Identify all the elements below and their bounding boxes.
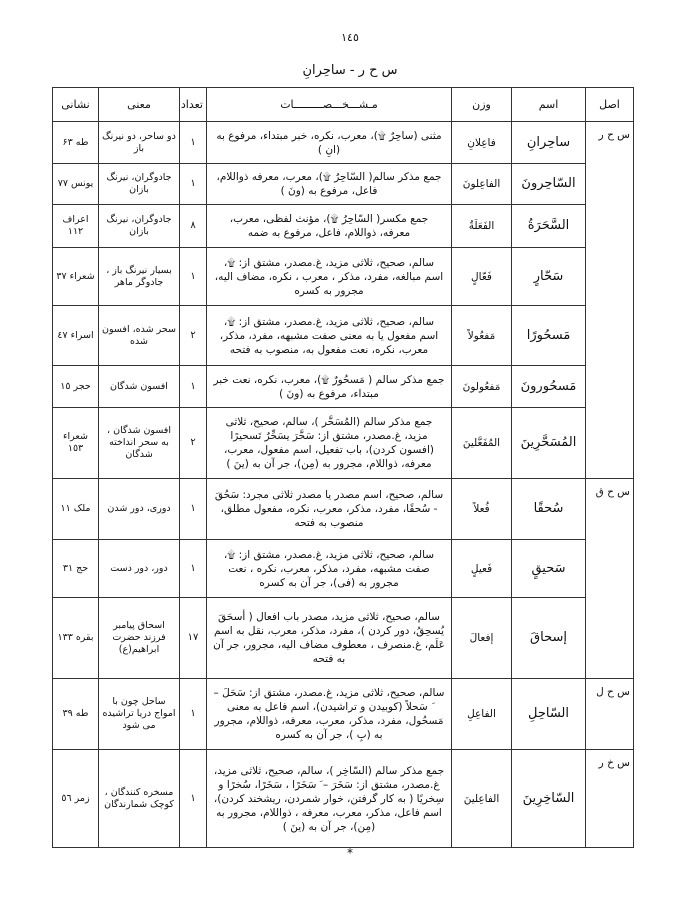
noun-cell: السّاحِلِ [512,679,586,750]
wazn-cell: الفاعِلینَ [452,750,512,848]
count-cell: ٨ [180,205,207,248]
meaning-cell: جادوگران، نیرنگ بازان [99,164,180,205]
count-cell: ١ [180,248,207,306]
count-cell: ١ [180,679,207,750]
noun-cell: مَسحُورًا [512,306,586,366]
table-row [53,306,634,366]
desc-cell: جمع مذکر سالم (السّاخِر )، سالم، صحیح، ثلاثی مزید، غ.مصدر، مشتق از: سَخَرَ – َ سَخَرًا ، سَخَرًا، سُخرًا و سِخریًا ( به کار گرفتن، خوار شمردن، ریشخند کردن)، اسم فاعل، مذکر، معرب، معرفه ، ذواللام، مجرور به (مِن)، جر آن به (ینَ ) [207,750,452,848]
noun-cell: السَّحَرَةُ [512,205,586,248]
ref-cell: طه ٣٩ [53,679,99,750]
noun-cell: سَحیقٍ [512,540,586,598]
wazn-cell: الفاعِلونَ [452,164,512,205]
desc-cell: سالم، صحیح، ثلاثی مزید، غ.مصدر، مشتق از: ۩، صفت مشبهه، مفرد، مذکر، معرب، نکره ، نعت مجرور به (فی)، جر آن به کسره [207,540,452,598]
meaning-cell: ساحل چون با امواج دریا تراشیده می شود [99,679,180,750]
root-cell: س ح ل [586,679,634,750]
desc-cell: سالم، صحیح، ثلاثی مزید، غ.مصدر، مشتق از: ۩، اسم مبالغه، مفرد، مذکر ، معرب ، نکره، مضاف الیه، مجرور به کسره [207,248,452,306]
meaning-cell: سحر شده، افسون شده [99,306,180,366]
desc-cell: جمع مذکر سالم (المُسَحَّر )، سالم، صحیح، ثلاثی مزید، غ.مصدر، مشتق از: سَحَّرَ یسَحِّرُ تَسحیرًا (افسون کردن)، باب تفعیل، اسم مفعول، معرب، معرفه، ذواللام، مجرور به (مِن)، جر آن به (ینَ ) [207,408,452,479]
ref-cell: زمر ٥٦ [53,750,99,848]
meaning-cell: جادوگران، نیرنگ بازان [99,205,180,248]
table-row [53,408,634,479]
ref-cell: اعراف ١١٢ [53,205,99,248]
wazn-cell: الفَعَلَةُ [452,205,512,248]
wazn-cell: مَفعُولاً [452,306,512,366]
meaning-cell: بسیار نیرنگ باز ، جادوگر ماهر [99,248,180,306]
meaning-cell: اسحاق پیامبر فرزند حضرت ابراهیم(ع) [99,598,180,679]
desc-cell: سالم، صحیح، اسم مصدر یا مصدر ثلاثی مجرد: سَحُقَ - سُحقًا، مفرد، مذکر، معرب، نکره، مفعول مطلق، منصوب به فتحه [207,479,452,540]
desc-cell: سالم، صحیح، ثلاثی مزید، غ.مصدر، مشتق از: سَحَلَ – َ سَحلاً (کوبیدن و تراشیدن)، اسم فاعل به معنی مَسحُول، مفرد، مذکر، معرب، معرفه، ذواللام، مجرور به (بِ )، جر آن به کسره [207,679,452,750]
lexicon-table [52,87,634,848]
table-row [53,750,634,848]
count-cell: ١ [180,750,207,848]
count-cell: ٢ [180,408,207,479]
count-cell: ١ [180,122,207,164]
count-cell: ٢ [180,306,207,366]
page-number: ١٤٥ [341,31,359,44]
ref-cell: طه ۶٣ [53,122,99,164]
noun-cell: السّاحِرونَ [512,164,586,205]
noun-cell: المُسَحَّرِينَ [512,408,586,479]
root-cell: س خ ر [586,750,634,848]
wazn-cell: فاعِلانِ [452,122,512,164]
wazn-cell: المُفَعَّلينَ [452,408,512,479]
count-cell: ١ [180,164,207,205]
ref-cell: یونس ٧٧ [53,164,99,205]
ref-cell: حج ٣١ [53,540,99,598]
table-row [53,679,634,750]
desc-cell: جمع مذکر سالم( السّاحِرُ ۩)، معرب، معرفه ذواللام، فاعل، مرفوع به (ونَ ) [207,164,452,205]
count-cell: ١ [180,540,207,598]
header-count: تعداد [180,88,207,122]
count-cell: ١ [180,479,207,540]
desc-cell: مثنی (ساحِرٌ ۩)، معرب، نکره، خبر مبتداء، مرفوع به (انِ ) [207,122,452,164]
wazn-cell: إفعالَ [452,598,512,679]
header-meaning: معنی [99,88,180,122]
table-row [53,164,634,205]
header-desc: مـشـــخـــصـــــــــات [207,88,452,122]
header-noun: اسم [512,88,586,122]
footer-asterisk: * [347,846,353,860]
root-cell: س ح ر [586,122,634,479]
ref-cell: حجر ١٥ [53,366,99,408]
meaning-cell: دو ساحر، دو نیرنگ باز [99,122,180,164]
table-row [53,540,634,598]
meaning-cell: افسون شدگان [99,366,180,408]
table-row [53,366,634,408]
page-title: س ح ر - ساحِرانِ [302,63,398,78]
wazn-cell: الفاعِلِ [452,679,512,750]
table-row [53,205,634,248]
ref-cell: اسراء ٤٧ [53,306,99,366]
count-cell: ١ [180,366,207,408]
ref-cell: شعراء ١٥٣ [53,408,99,479]
wazn-cell: فَعّالٍ [452,248,512,306]
table-header-row [53,88,634,122]
ref-cell: شعراء ٣٧ [53,248,99,306]
table-row [53,598,634,679]
header-ref: نشانی [53,88,99,122]
header-wazn: وزن [452,88,512,122]
root-cell: س ح ق [586,479,634,679]
meaning-cell: دور، دور دست [99,540,180,598]
desc-cell: جمع مکسر( السّاحِرُ ۩)، مؤنث لفظی، معرب، معرفه، ذواللام، فاعل، مرفوع به ضمه [207,205,452,248]
noun-cell: مَسحُورونَ [512,366,586,408]
meaning-cell: دوری، دور شدن [99,479,180,540]
table-row [53,248,634,306]
meaning-cell: افسون شدگان ، به سحر انداخته شدگان [99,408,180,479]
noun-cell: السّاخِرِینَ [512,750,586,848]
wazn-cell: مَفعُولونَ [452,366,512,408]
wazn-cell: فَعیلٍ [452,540,512,598]
ref-cell: ملک ١١ [53,479,99,540]
noun-cell: ساحِرانِ [512,122,586,164]
table-row [53,122,634,164]
desc-cell: سالم، صحیح، ثلاثی مزید، غ.مصدر، مشتق از: ۩، اسم مفعول یا به معنی صفت مشبهه، مفرد، مذکر، معرب، نکره، نعت مفعول به، منصوب به فتحه [207,306,452,366]
noun-cell: إسحاقَ [512,598,586,679]
noun-cell: سَحّارٍ [512,248,586,306]
desc-cell: سالم، صحیح، ثلاثی مزید، مصدر باب افعال ( أسحَقَ یُسحِقُ، دور کردن )، مفرد، مذکر، معرب، نقل به اسم عَلَم، غ.منصرف ، معطوف مضاف الیه، مجرور، جر آن به فتحه [207,598,452,679]
count-cell: ١٧ [180,598,207,679]
desc-cell: جمع مذکر سالم ( مَسحُورٌ ۩)، معرب، نکره، نعت خبر مبتداء، مرفوع به (ونَ ) [207,366,452,408]
noun-cell: سُحقًا [512,479,586,540]
header-root: اصل [586,88,634,122]
table-row [53,479,634,540]
meaning-cell: مسخره کنندگان ، کوچک شمارندگان [99,750,180,848]
ref-cell: بقره ١٣٣ [53,598,99,679]
wazn-cell: فُعلاً [452,479,512,540]
